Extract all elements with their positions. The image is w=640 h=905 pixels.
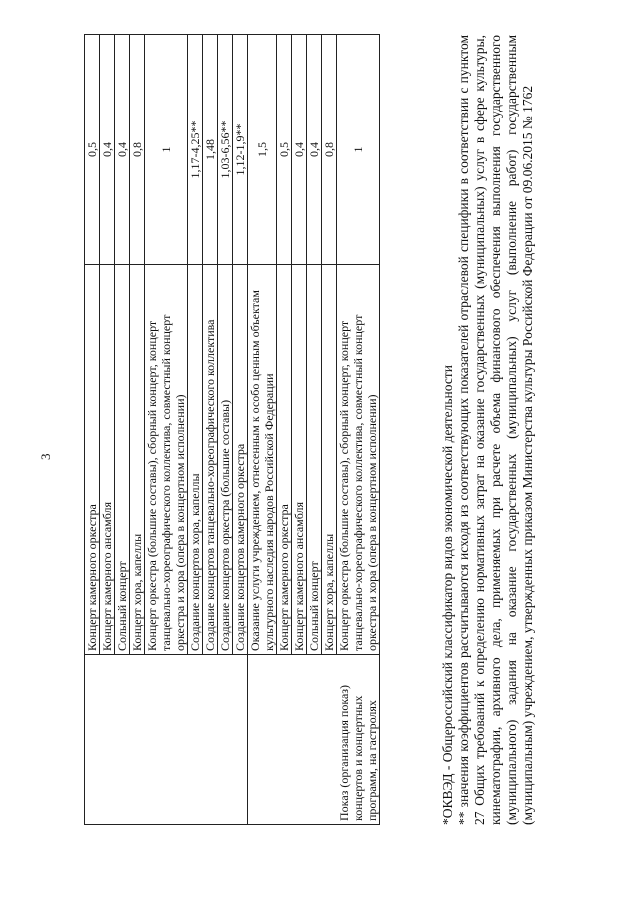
footnote-okved: *ОКВЭД - Общероссийский классификатор видов экономической деятельности <box>440 365 455 825</box>
page-number: 3 <box>38 453 53 460</box>
work-cell: Концерт камерного ансамбля <box>292 265 307 655</box>
empty-service-cell <box>85 655 248 825</box>
work-cell: Сольный концерт <box>307 265 322 655</box>
table-row <box>248 35 277 825</box>
coefficients-table <box>84 34 380 825</box>
work-cell: Создание концертов танцевально-хореографического коллектива <box>203 265 218 655</box>
coefficient-cell: 0,4 <box>307 35 322 265</box>
coefficient-cell: 0,4 <box>292 35 307 265</box>
work-cell: Оказание услуги учреждением, отнесенным к особо ценным объектам культурного наследия народов Российской Федерации <box>248 265 277 655</box>
footnote-coefficients: ** значения коэффициентов рассчитываются исходя из соответствующих показателей отраслевой специфики в соответствии с пунктом 27 Общих требований к определению нормативных затрат на оказание государственных (муниципальных) услуг в сфере культуры, кинематографии, архивного дела, применяемых при расчете объема финансового обеспечения выполнения государственного (муниципального) задания на оказание государственных (муниципальных) услуг (выполнение работ) государственным (муниципальным) учреждением, утвержденных приказом Министерства культуры Российской Федерации от 09.06.2015 № 1762 <box>456 35 535 825</box>
work-cell: Концерт камерного оркестра <box>85 265 100 655</box>
coefficient-cell: 0,8 <box>130 35 145 265</box>
coefficient-cell: 0,5 <box>277 35 292 265</box>
coefficient-cell: 1 <box>337 35 380 265</box>
coefficient-cell: 0,8 <box>322 35 337 265</box>
coefficient-cell: 1,5 <box>248 35 277 265</box>
work-cell: Концерт оркестра (большие составы), сборный концерт, концерт танцевально-хореографического коллектива, совместный концерт оркестра и хора (опера в концертном исполнении) <box>337 265 380 655</box>
work-cell: Концерт оркестра (большие составы), сборный концерт, концерт танцевально-хореографического коллектива, совместный концерт оркестра и хора (опера в концертном исполнении) <box>145 265 188 655</box>
coefficient-cell: 0,4 <box>100 35 115 265</box>
coefficient-cell: 0,5 <box>85 35 100 265</box>
work-cell: Создание концертов хора, капеллы <box>188 265 203 655</box>
coefficient-cell: 1,17-4,25** <box>188 35 203 265</box>
work-cell: Концерт хора, капеллы <box>130 265 145 655</box>
work-cell: Концерт хора, капеллы <box>322 265 337 655</box>
coefficient-cell: 1,48 <box>203 35 218 265</box>
work-cell: Создание концертов оркестра (большие составы) <box>218 265 233 655</box>
coefficient-cell: 1,03-6,56** <box>218 35 233 265</box>
footnotes <box>440 35 536 825</box>
coefficient-cell: 1 <box>145 35 188 265</box>
coefficient-cell: 0,4 <box>115 35 130 265</box>
work-cell: Концерт камерного ансамбля <box>100 265 115 655</box>
table-row <box>85 35 100 825</box>
work-cell: Концерт камерного оркестра <box>277 265 292 655</box>
service-name-cell: Показ (организация показ) концертов и концертных программ, на гастролях <box>248 655 380 825</box>
coefficient-cell: 1,12-1,9** <box>233 35 248 265</box>
work-cell: Создание концертов камерного оркестра <box>233 265 248 655</box>
work-cell: Сольный концерт <box>115 265 130 655</box>
